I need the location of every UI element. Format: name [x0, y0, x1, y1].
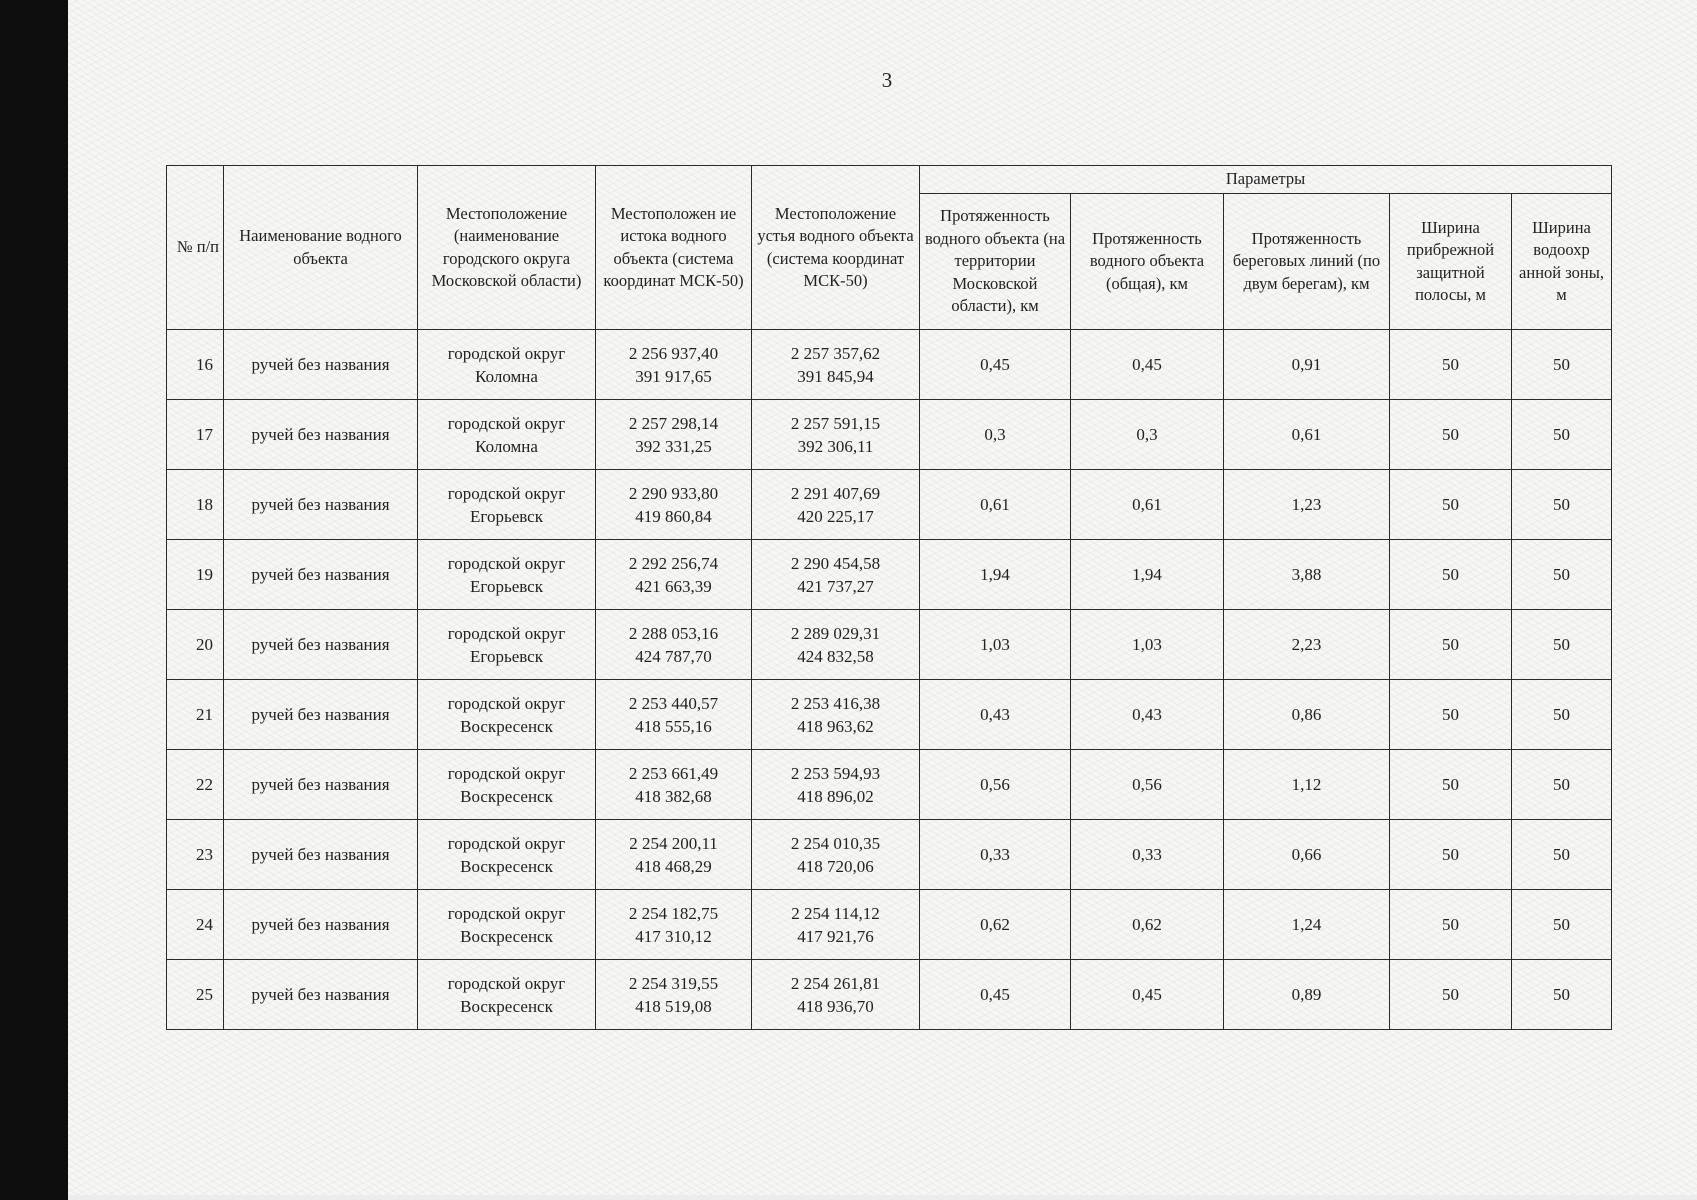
length-region: 0,56 [920, 750, 1071, 820]
mouth-coords [752, 610, 920, 680]
source-coords-line-2: 418 382,68 [635, 786, 712, 806]
source-coords [596, 680, 752, 750]
length-total: 0,56 [1071, 750, 1224, 820]
location-cell-line-1: городской округ [447, 413, 566, 433]
row-number: 18 [167, 470, 224, 540]
location-cell-line-1: городской округ [447, 693, 566, 713]
object-name: ручей без названия [224, 750, 418, 820]
coastal-strip-width: 50 [1390, 540, 1512, 610]
length-region: 0,3 [920, 400, 1071, 470]
mouth-coords-line-2: 424 832,58 [797, 646, 874, 666]
header-shore-length: Протяженность береговых линий (по двум берегам), км [1224, 194, 1390, 330]
page-number: 3 [881, 68, 893, 92]
length-total: 0,3 [1071, 400, 1224, 470]
location-cell-line-2: Коломна [475, 366, 538, 386]
coastal-strip-width: 50 [1390, 400, 1512, 470]
coastal-strip-width: 50 [1390, 820, 1512, 890]
object-name: ручей без названия [224, 540, 418, 610]
mouth-coords-line-1: 2 254 010,35 [790, 833, 881, 853]
mouth-coords-line-2: 418 963,62 [797, 716, 874, 736]
location-cell [418, 750, 596, 820]
mouth-coords [752, 750, 920, 820]
length-region: 0,33 [920, 820, 1071, 890]
source-coords [596, 470, 752, 540]
table-row [167, 470, 1612, 540]
mouth-coords [752, 330, 920, 400]
protection-zone-width: 50 [1512, 820, 1612, 890]
source-coords-line-1: 2 254 182,75 [628, 903, 719, 923]
table-row [167, 540, 1612, 610]
source-coords [596, 890, 752, 960]
shore-length: 0,86 [1224, 680, 1390, 750]
length-total: 0,45 [1071, 330, 1224, 400]
source-coords [596, 330, 752, 400]
table-row [167, 960, 1612, 1030]
length-total: 0,33 [1071, 820, 1224, 890]
shore-length: 1,23 [1224, 470, 1390, 540]
protection-zone-width: 50 [1512, 610, 1612, 680]
table-row [167, 750, 1612, 820]
length-total: 1,03 [1071, 610, 1224, 680]
scan-dark-edge [0, 0, 68, 1200]
protection-zone-width: 50 [1512, 890, 1612, 960]
object-name: ручей без названия [224, 610, 418, 680]
row-number: 21 [167, 680, 224, 750]
location-cell-line-2: Егорьевск [470, 506, 543, 526]
coastal-strip-width: 50 [1390, 680, 1512, 750]
coastal-strip-width: 50 [1390, 470, 1512, 540]
row-number: 22 [167, 750, 224, 820]
protection-zone-width: 50 [1512, 680, 1612, 750]
length-total: 0,45 [1071, 960, 1224, 1030]
source-coords-line-1: 2 257 298,14 [628, 413, 719, 433]
header-protection-zone: Ширина водоохр анной зоны, м [1512, 194, 1612, 330]
length-region: 0,61 [920, 470, 1071, 540]
location-cell [418, 400, 596, 470]
shore-length: 3,88 [1224, 540, 1390, 610]
location-cell-line-2: Воскресенск [460, 786, 553, 806]
object-name: ручей без названия [224, 680, 418, 750]
coastal-strip-width: 50 [1390, 610, 1512, 680]
location-cell-line-2: Воскресенск [460, 856, 553, 876]
row-number: 20 [167, 610, 224, 680]
mouth-coords-line-1: 2 290 454,58 [790, 553, 881, 573]
protection-zone-width: 50 [1512, 540, 1612, 610]
mouth-coords-line-1: 2 254 261,81 [790, 973, 881, 993]
length-total: 0,62 [1071, 890, 1224, 960]
coastal-strip-width: 50 [1390, 330, 1512, 400]
header-length-region: Протяженность водного объекта (на территории Московской области), км [920, 194, 1071, 330]
mouth-coords-line-2: 418 936,70 [797, 996, 874, 1016]
source-coords [596, 820, 752, 890]
table-row [167, 330, 1612, 400]
location-cell [418, 960, 596, 1030]
source-coords-line-2: 417 310,12 [635, 926, 712, 946]
shore-length: 0,66 [1224, 820, 1390, 890]
object-name: ручей без названия [224, 890, 418, 960]
mouth-coords-line-2: 418 896,02 [797, 786, 874, 806]
table-row [167, 400, 1612, 470]
source-coords [596, 610, 752, 680]
row-number: 24 [167, 890, 224, 960]
length-region: 0,45 [920, 330, 1071, 400]
location-cell-line-1: городской округ [447, 483, 566, 503]
mouth-coords [752, 400, 920, 470]
mouth-coords-line-1: 2 257 591,15 [790, 413, 881, 433]
location-cell-line-2: Воскресенск [460, 716, 553, 736]
shore-length: 1,12 [1224, 750, 1390, 820]
header-mouth: Местоположение устья водного объекта (система координат МСК-50) [752, 166, 920, 330]
source-coords [596, 400, 752, 470]
table-row [167, 890, 1612, 960]
row-number: 17 [167, 400, 224, 470]
mouth-coords [752, 820, 920, 890]
object-name: ручей без названия [224, 400, 418, 470]
location-cell-line-1: городской округ [447, 903, 566, 923]
protection-zone-width: 50 [1512, 330, 1612, 400]
mouth-coords-line-1: 2 257 357,62 [790, 343, 881, 363]
shore-length: 0,89 [1224, 960, 1390, 1030]
object-name: ручей без названия [224, 330, 418, 400]
source-coords-line-2: 391 917,65 [635, 366, 712, 386]
source-coords-line-1: 2 288 053,16 [628, 623, 719, 643]
location-cell [418, 820, 596, 890]
source-coords-line-1: 2 253 661,49 [628, 763, 719, 783]
mouth-coords-line-2: 392 306,11 [797, 436, 874, 456]
length-total: 0,61 [1071, 470, 1224, 540]
source-coords [596, 960, 752, 1030]
source-coords-line-2: 419 860,84 [635, 506, 712, 526]
shore-length: 2,23 [1224, 610, 1390, 680]
mouth-coords-line-2: 391 845,94 [797, 366, 874, 386]
mouth-coords [752, 680, 920, 750]
row-number: 19 [167, 540, 224, 610]
source-coords-line-1: 2 292 256,74 [628, 553, 719, 573]
source-coords [596, 750, 752, 820]
mouth-coords [752, 890, 920, 960]
header-source: Местоположен ие истока водного объекта (система координат МСК-50) [596, 166, 752, 330]
source-coords-line-2: 418 468,29 [635, 856, 712, 876]
location-cell [418, 890, 596, 960]
mouth-coords [752, 540, 920, 610]
location-cell-line-1: городской округ [447, 973, 566, 993]
header-coastal-strip: Ширина прибрежной защитной полосы, м [1390, 194, 1512, 330]
length-region: 1,03 [920, 610, 1071, 680]
location-cell-line-2: Коломна [475, 436, 538, 456]
mouth-coords-line-2: 417 921,76 [797, 926, 874, 946]
table-row [167, 680, 1612, 750]
location-cell-line-2: Воскресенск [460, 926, 553, 946]
location-cell-line-1: городской округ [447, 833, 566, 853]
header-number: № п/п [167, 166, 224, 330]
mouth-coords [752, 470, 920, 540]
row-number: 23 [167, 820, 224, 890]
source-coords [596, 540, 752, 610]
coastal-strip-width: 50 [1390, 890, 1512, 960]
source-coords-line-2: 418 555,16 [635, 716, 712, 736]
location-cell-line-1: городской округ [447, 623, 566, 643]
location-cell [418, 540, 596, 610]
object-name: ручей без названия [224, 960, 418, 1030]
shore-length: 0,61 [1224, 400, 1390, 470]
protection-zone-width: 50 [1512, 400, 1612, 470]
location-cell-line-1: городской округ [447, 553, 566, 573]
mouth-coords-line-1: 2 291 407,69 [790, 483, 881, 503]
location-cell-line-2: Воскресенск [460, 996, 553, 1016]
table-row [167, 610, 1612, 680]
source-coords-line-1: 2 253 440,57 [628, 693, 719, 713]
mouth-coords-line-2: 421 737,27 [797, 576, 874, 596]
length-region: 1,94 [920, 540, 1071, 610]
length-total: 1,94 [1071, 540, 1224, 610]
source-coords-line-2: 424 787,70 [635, 646, 712, 666]
source-coords-line-2: 418 519,08 [635, 996, 712, 1016]
location-cell-line-1: городской округ [447, 343, 566, 363]
object-name: ручей без названия [224, 820, 418, 890]
coastal-strip-width: 50 [1390, 960, 1512, 1030]
mouth-coords [752, 960, 920, 1030]
mouth-coords-line-2: 420 225,17 [797, 506, 874, 526]
mouth-coords-line-1: 2 254 114,12 [791, 903, 880, 923]
table-row [167, 820, 1612, 890]
source-coords-line-2: 392 331,25 [635, 436, 712, 456]
location-cell [418, 470, 596, 540]
water-objects-table [166, 165, 1612, 1030]
mouth-coords-line-1: 2 289 029,31 [790, 623, 881, 643]
mouth-coords-line-1: 2 253 594,93 [790, 763, 881, 783]
location-cell-line-1: городской округ [447, 763, 566, 783]
source-coords-line-2: 421 663,39 [635, 576, 712, 596]
mouth-coords-line-2: 418 720,06 [797, 856, 874, 876]
source-coords-line-1: 2 256 937,40 [628, 343, 719, 363]
length-region: 0,62 [920, 890, 1071, 960]
source-coords-line-1: 2 290 933,80 [628, 483, 719, 503]
length-total: 0,43 [1071, 680, 1224, 750]
location-cell [418, 680, 596, 750]
row-number: 16 [167, 330, 224, 400]
shore-length: 1,24 [1224, 890, 1390, 960]
length-region: 0,43 [920, 680, 1071, 750]
location-cell [418, 330, 596, 400]
row-number: 25 [167, 960, 224, 1030]
source-coords-line-1: 2 254 200,11 [629, 833, 718, 853]
shore-length: 0,91 [1224, 330, 1390, 400]
protection-zone-width: 50 [1512, 960, 1612, 1030]
coastal-strip-width: 50 [1390, 750, 1512, 820]
location-cell-line-2: Егорьевск [470, 576, 543, 596]
length-region: 0,45 [920, 960, 1071, 1030]
header-parameters-group: Параметры [920, 166, 1612, 194]
object-name: ручей без названия [224, 470, 418, 540]
source-coords-line-1: 2 254 319,55 [628, 973, 719, 993]
location-cell [418, 610, 596, 680]
location-cell-line-2: Егорьевск [470, 646, 543, 666]
header-location: Местоположение (наименование городского округа Московской области) [418, 166, 596, 330]
protection-zone-width: 50 [1512, 470, 1612, 540]
mouth-coords-line-1: 2 253 416,38 [790, 693, 881, 713]
header-name: Наименование водного объекта [224, 166, 418, 330]
protection-zone-width: 50 [1512, 750, 1612, 820]
header-length-total: Протяженность водного объекта (общая), км [1071, 194, 1224, 330]
